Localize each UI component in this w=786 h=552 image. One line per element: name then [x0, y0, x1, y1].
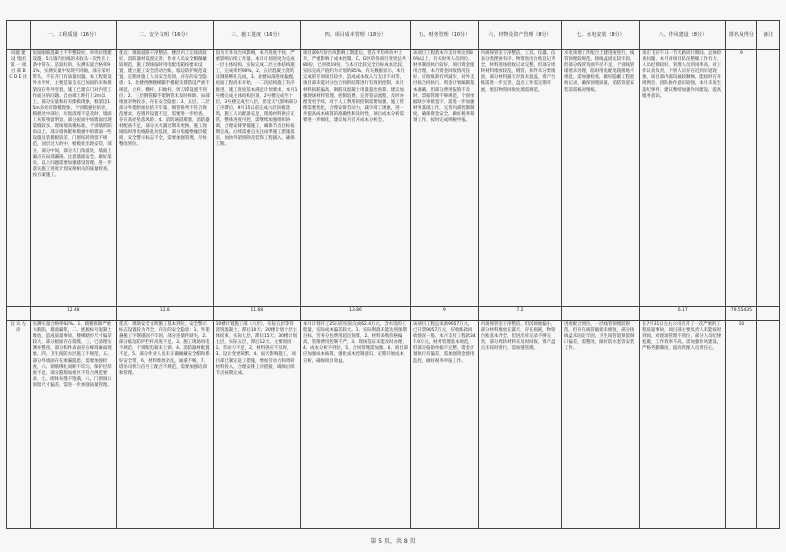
- score-unit: [7, 307, 31, 321]
- materials-comment: 内场保管室干净整洁，但因场地偏小，部分材料堆放在露天，存在损耗，物资台账基本齐全，但进出库记录不够完善，部分周转材料未及时回收，资产盘点未按时进行，需加强管理。: [478, 321, 561, 529]
- header-progress: 三、施工进度（16分）: [213, 21, 300, 50]
- header-row: [7, 21, 780, 50]
- score-total: 79.55435: [726, 307, 757, 321]
- remarks: [757, 50, 780, 307]
- plumbing-comment: 水电预埋工作配合土建进度进行，线管预埋较规范，接线盒固定较牢固，但部分线管弯曲半径不足，个别线管堵塞未处理，临时用电配电箱接地不规范，需加强检查，做好隐蔽工程验收记录，确保预埋质量，消防管道安装前需核对图纸。: [562, 50, 640, 307]
- score-safety: 12.8: [116, 307, 213, 321]
- header-finance: 五、财务管理（10分）: [410, 21, 478, 50]
- header-quality: 一、工程质量（16分）: [30, 21, 116, 50]
- safety-comment: 优点：现场道路干净整洁，楼层内工完场清较好，消防器材设置完善，作业人员安全帽佩戴较规范，施工现场临时用电配电箱按要求设置，建立施工安全活动台账，临边防护规范设置，定期对施工人员安全培训，存在的安全隐患：1、北楼西侧楼梯脚手模板支撑搭设严重不规范，立杆、横杆、扫地杆、剪刀撑设置不到位；2、三层钢管脚手架钢管未及时拆除，局部堆放杂物较多，存在安全隐患；3、五层、二层部分外架附加拉结不牢靠，钢管排列不符合规范要求，连墙件设置不足，需要进一步检查，存在高处坠落风险；4、消防通道堵塞，消防器材配备不足，部分灭火器过期未更换，施工现场临时用电线路乱拉乱接，部分电缆绝缘层破损，安全警示标志不全，需要加强管理，尽快整改到位。: [116, 50, 213, 307]
- page-number: 第 5 页，共 8 页: [370, 538, 416, 545]
- header-rank: 排名及得分: [726, 21, 757, 50]
- progress-comment: 10楼计划施工部（六层），实际五层等待浇筑混凝土，滞后10天；20楼计划十层主体结束，实际七层，滞后15天；30楼计划七层，实际五层，滞后12天。主要原因：1、劳动力不足，2、材料供应不及时，3、设计变更频繁，4、雨天影响施工，项目部已制定赶工措施，增加劳动力和周转材料投入，合理安排工序搭接，确保后续节点按期完成。: [213, 321, 300, 529]
- header-plumbing: 七、水电安装（8分）: [562, 21, 640, 50]
- remarks: [757, 321, 780, 529]
- evaluation-table: [6, 20, 780, 529]
- rank-score: 10: [726, 321, 757, 529]
- rank-score: 9: [726, 50, 757, 307]
- safety-comment: 优点：现场安全文明施工基本到位，安全警示标志设置较为齐全，存在的安全隐患：1、外架悬挑工字钢锚固不牢固，部分连墙件缺失，2、部分临边防护栏杆高度不足，3、施工现场用电不规范，个别配电箱未上锁，4、消防器材配置不足，5、部分作业人员未正确佩戴安全帽和系好安全带，6、材料堆放杂乱，通道不畅，7、塔吊司机与信号工配合不规范，需要加强培训和管理。: [116, 321, 213, 529]
- score-progress: 11.68: [213, 307, 300, 321]
- header-conduct: 八、作风建设（8分）: [640, 21, 726, 50]
- progress-comment: 因为天井及台风影响，本月进度不快，严重影响后续工作量。本月计划进度为完成一层主体结构，实际完成二层主体结构施工，完成率约90%，2、五层混凝土浇筑及钢筋绑扎完成，3、北楼局部进度偏慢，屋面工程尚未开始，一二次结构施工有序推进，施工进度基本满足计划要求，本月1号楼完成主体结构封顶，2号楼完成至十层，3号楼完成至八层，但受天气影响部分工序滞后，9月15日前完成六层顶板浇筑，施工人员配备充足，现场材料供应正常，整体进度可控，需继续加强组织协调，合理安排穿插施工，确保节点目标按期完成。后续需重点关注雨季施工措施落实，加快外架拆除及装饰工程插入，确保工期。: [213, 50, 300, 307]
- conduct-comment: 余正飞在午马一节天路同行期间，总体检查问题，本月对项目队伍整顿工作有力，人员纪律较好，管理人员到岗率高，对工作认真负责，个别人员存在迟到早退现象，项目部内部沟通较顺畅，能按时召开周例会，团队协作意识较强，本月未发生违纪事件，建议继续加强作风建设，提高服务意识。: [640, 50, 726, 307]
- quality-comment: 实测实量合格率92%。1、模板拆除严重大缺陷，墙面漏浆、二、底板标号混凝土堆放，造成质量事故，楼梯踏步尺寸偏差较大，部分板面存在裂缝，三、已清理实测并整改，部分构件表面存在蜂窝麻面现象，四、卫生间防水层施工不规范，五、部分外墙面存在渗漏隐患，需要加强检查，六、钢筋绑扎间距不均匀，保护层厚度不足，部分箍筋加密区不符合规范要求，七、砌体灰缝不饱满，八、门窗洞口预留尺寸偏差，需进一步加强质量管理。: [30, 321, 116, 529]
- score-plumbing: [562, 307, 640, 321]
- conduct-comment: 在7月31日左右公司召开了一次严重的工程质量事故，项目部主要负责人未能按时到岗，对现场管理不到位，部分人员纪律松散，工作效率不高，需加强作风建设，严格考勤制度，提高管理人员责任心。: [640, 321, 726, 529]
- quality-comment: 屋面刚筋混凝土不乎整较好，单块拉现建设施，5儿墙内出线的未收头一次性在上条中常在。是较好的，实测实量合格率91%，实测实量中发现不同轴，部分采用带头，不在开门有质量问题。本工程架设外水平杆，主要是靠支点已加固的未和排架没在外外竖着，施工已建在门对内竖工作面分的问题。自由端上距打上2m以上。部分实量和好有擦模现象，框架边1.5m多处有擦模现象，个别模板拉结处，模板处中部位，垃圾清理不是及时，墙面上灰浆残留明显，部分屋面中间墙面出现裂缝较多，现场墙高模标准，个别墙的阳角以上、部分墙体配和模板中的墙面一些设施及装模板较差，门窗结转预留不规范，顶层过大的中，框模处出现安装，部分，部分中间，部分大门角落处，墙面上漏点在局部漏铸。注意墙面安全、做好落实，以上问题需要加强建设管理，进一步落实施工进度计划安排相关的质量检查，按方案施工。: [30, 50, 116, 307]
- finance-comment: 该项目工程款本月支付率达到80%以上，有关财务人员到位，财务制度执行较好，项目资金使用合理，本月资金回收情况良好，应收账款有所减少，对外支付按合同执行，资金计划编制基本准确，但部分费用报销不及时，票据管理不够规范，个别单据缺少审批签字，需进一步加强财务基础工作，完善内部控制制度，确保资金安全，做好税务筹划工作，按时完成纳税申报。: [410, 50, 478, 307]
- header-safety: 二、安全文明（16分）: [116, 21, 213, 50]
- score-cost: 13.86: [300, 307, 410, 321]
- score-quality: 12.48: [30, 307, 116, 321]
- score-row: [7, 307, 780, 321]
- table-row: [7, 50, 780, 307]
- score-remarks: [757, 307, 780, 321]
- header-cost: 四、项目成本管理（18分）: [300, 21, 410, 50]
- unit-name: 宜 宾 左 岸: [7, 321, 31, 529]
- table-row: [7, 321, 780, 529]
- header-materials: 六、材物及资产管理（8分）: [478, 21, 561, 50]
- cost-comment: 本月计划开工25日的实际完成62.4万元，含水电的工程量，实际成本偏差较大。1、实际利润未能达到预期目标，劳务分包费用超出预算，2、材料采购价格偏高，管理费用控制不严，3、现场签证未能及时办理，4、成本分析不到位，5、合同管理需加强，6、项目部应加强成本核算，强化成本控制意识，定期开展成本分析，确保项目效益。: [300, 321, 410, 529]
- plumbing-comment: 进度配合到位，一层线管预埋较规范，但存在线管破损未修复，部分接线盒未固定牢固，卫生间管道预留洞口偏差，需整改，做好防水套管安装工作。: [562, 321, 640, 529]
- unit-header: [7, 21, 31, 50]
- cost-comment: 项目部9月份台风影响工期延后，但在平均单价中上升，严重影响了成本控制，C、D区的各项目变更总共80份，已审批19份，与本月比较完全目标成本比较，实际完成产值约为计划的85%，有关数据显示，本月完成的专项项目较少，造成成本收入与支出不对等，项目部未能对分包合同的结算进行有效的控制，本月材料损耗偏高，钢筋及混凝土用量超出预算，建议加强现场材料管理，控制浪费，完善签证流程，及时办理变更手续，对于人工费用的控制需要加强，施工管理需要优化，合理安排劳动力，减少窝工现象，进一步提高成本核算的准确性和及时性，项目成本分析需要进一步细化，建议每月召开成本分析会。: [300, 50, 410, 307]
- score-finance: 9: [410, 307, 478, 321]
- materials-comment: 内场保管室干净整洁，工具、仪器、仪表分类摆放有序，物资进出台账登记齐全，材料进场验收记录完整，但部分周转材料堆放较乱，钢管、扣件未分类堆放，部分材料露天存放未遮盖，资产台账需进一步完善，盘点工作需定期开展，废旧物资回收处理需规范。: [478, 50, 561, 307]
- score-conduct: 6.17: [640, 307, 726, 321]
- finance-comment: 该项目工程总来款9057万元，已开票9057万元，应收账款回收情况一般，本月支付工程款347.9万元，财务管理基本规范，但部分报销单据不完整，资金计划执行有偏差，需加强资金使用监控，做好税务申报工作。: [410, 321, 478, 529]
- unit-name: 问题 建设 集团 第 一 项目 部 B C D E 区: [7, 50, 31, 307]
- score-materials: 7.2: [478, 307, 561, 321]
- header-remarks: 备注: [757, 21, 780, 50]
